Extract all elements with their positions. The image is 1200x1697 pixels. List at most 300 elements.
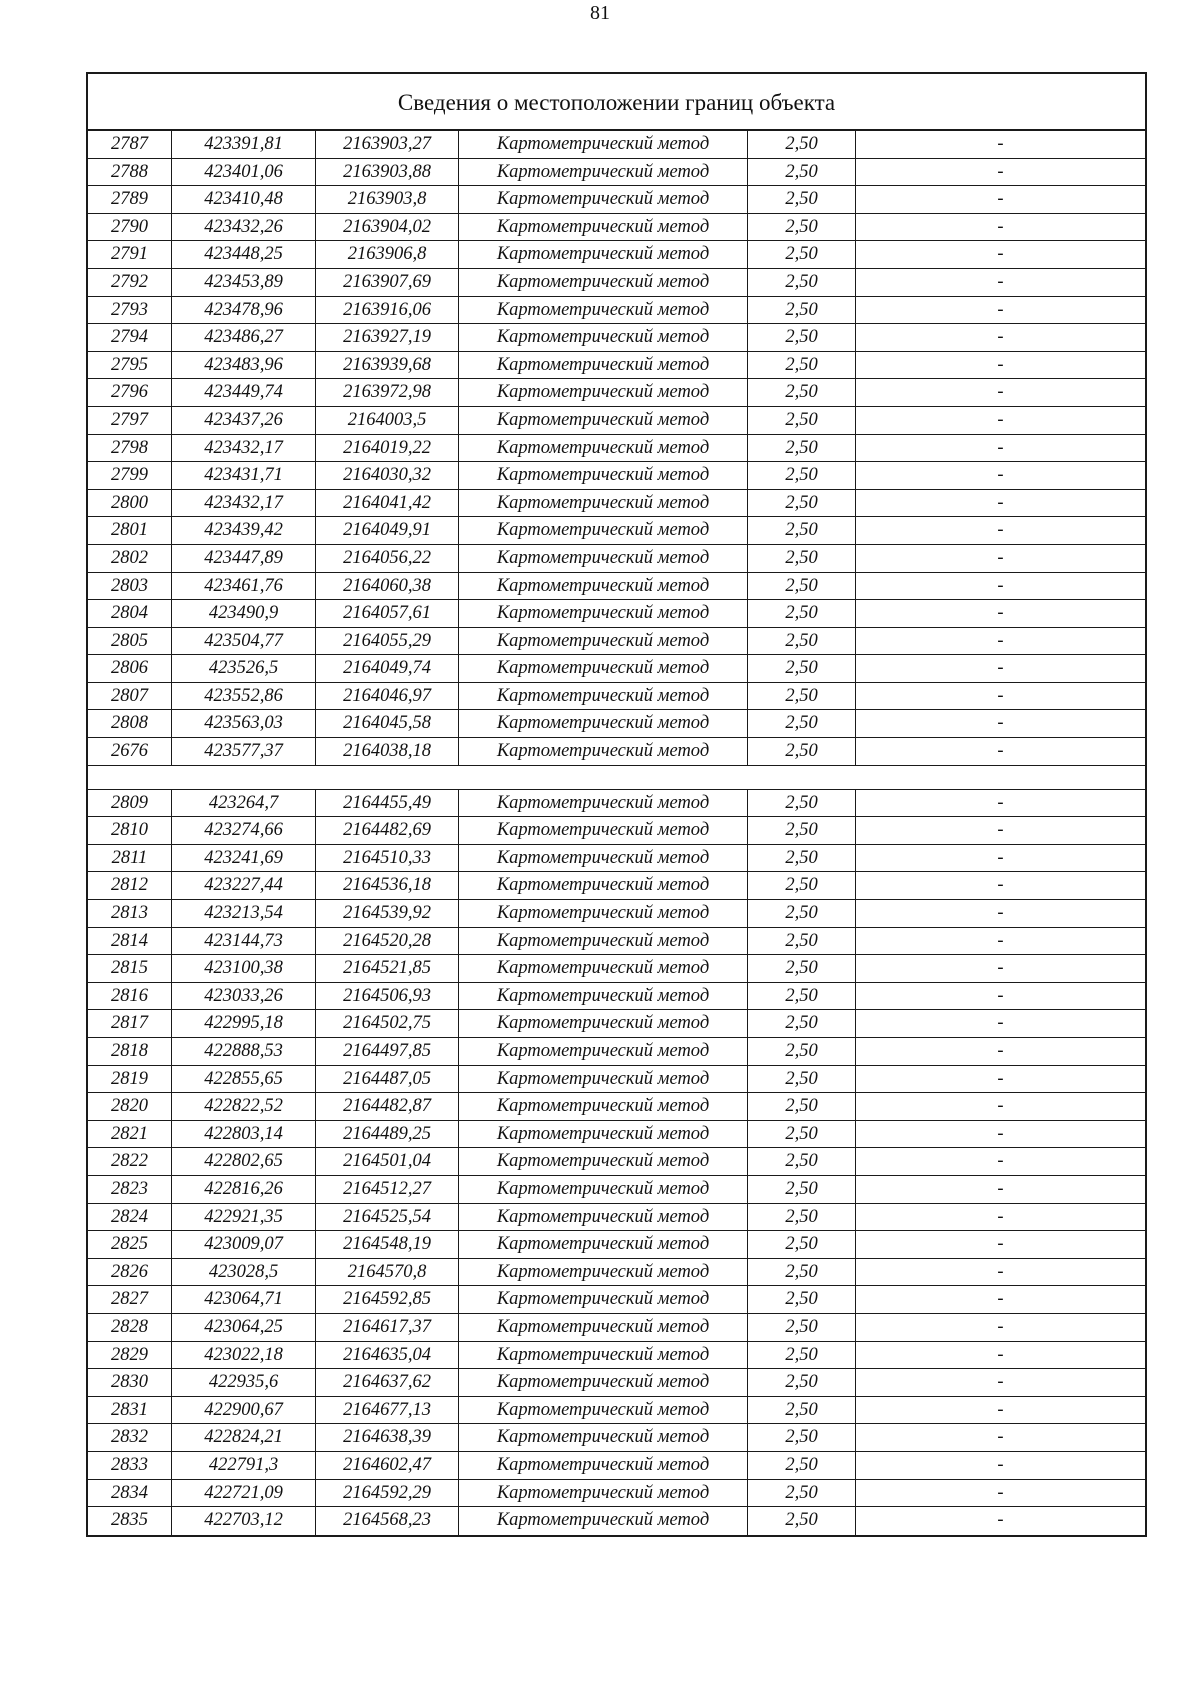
- accuracy-cell: 2,50: [748, 1452, 856, 1479]
- point-number-cell: 2789: [88, 186, 172, 213]
- description-cell: -: [997, 1399, 1004, 1420]
- table-row: [88, 817, 1145, 845]
- description-cell: -: [997, 958, 1004, 979]
- page-number: 81: [590, 2, 610, 24]
- table-row: [88, 1010, 1145, 1038]
- y-coordinate-cell: 2164489,25: [316, 1121, 459, 1148]
- y-coordinate-cell: 2164525,54: [316, 1204, 459, 1231]
- table-row: [88, 407, 1145, 435]
- description-cell: -: [997, 1123, 1004, 1144]
- table-row: [88, 462, 1145, 490]
- y-coordinate-cell: 2164482,87: [316, 1093, 459, 1120]
- description-cell: -: [997, 903, 1004, 924]
- table-row: [88, 955, 1145, 983]
- description-cell: -: [997, 1206, 1004, 1227]
- point-number-cell: 2787: [88, 131, 172, 158]
- table-row: [88, 545, 1145, 573]
- table-row: [88, 1231, 1145, 1259]
- point-number-cell: 2804: [88, 600, 172, 627]
- y-coordinate-cell: 2164045,58: [316, 710, 459, 737]
- method-cell: Картометрический метод: [459, 1010, 748, 1037]
- x-coordinate-cell: 422900,67: [172, 1397, 316, 1424]
- table-row: [88, 435, 1145, 463]
- x-coordinate-cell: 422995,18: [172, 1010, 316, 1037]
- y-coordinate-cell: 2164056,22: [316, 545, 459, 572]
- accuracy-cell: 2,50: [748, 435, 856, 462]
- boundary-table: [86, 72, 1147, 1537]
- accuracy-cell: 2,50: [748, 545, 856, 572]
- method-cell: Картометрический метод: [459, 214, 748, 241]
- description-cell: -: [997, 1454, 1004, 1475]
- table-row: [88, 517, 1145, 545]
- y-coordinate-cell: 2164046,97: [316, 683, 459, 710]
- point-number-cell: 2826: [88, 1259, 172, 1286]
- point-number-cell: 2811: [88, 845, 172, 872]
- accuracy-cell: 2,50: [748, 241, 856, 268]
- point-number-cell: 2797: [88, 407, 172, 434]
- y-coordinate-cell: 2164548,19: [316, 1231, 459, 1258]
- method-cell: Картометрический метод: [459, 955, 748, 982]
- y-coordinate-cell: 2164038,18: [316, 738, 459, 765]
- accuracy-cell: 2,50: [748, 790, 856, 817]
- table-row: [88, 710, 1145, 738]
- table-row: [88, 790, 1145, 818]
- x-coordinate-cell: 422791,3: [172, 1452, 316, 1479]
- method-cell: Картометрический метод: [459, 1480, 748, 1507]
- x-coordinate-cell: 423100,38: [172, 955, 316, 982]
- accuracy-cell: 2,50: [748, 1148, 856, 1175]
- table-row: [88, 983, 1145, 1011]
- description-cell: -: [997, 1427, 1004, 1448]
- description-cell: -: [997, 520, 1004, 541]
- table-row: [88, 928, 1145, 956]
- method-cell: Картометрический метод: [459, 983, 748, 1010]
- x-coordinate-cell: 423486,27: [172, 324, 316, 351]
- description-cell: -: [997, 1041, 1004, 1061]
- y-coordinate-cell: 2163907,69: [316, 269, 459, 296]
- description-cell: -: [997, 1013, 1004, 1034]
- x-coordinate-cell: 423274,66: [172, 817, 316, 844]
- y-coordinate-cell: 2163906,8: [316, 241, 459, 268]
- description-cell: -: [997, 134, 1004, 154]
- point-number-cell: 2817: [88, 1010, 172, 1037]
- point-number-cell: 2828: [88, 1314, 172, 1341]
- method-cell: Картометрический метод: [459, 1121, 748, 1148]
- y-coordinate-cell: 2163916,06: [316, 297, 459, 324]
- method-cell: Картометрический метод: [459, 407, 748, 434]
- method-cell: Картометрический метод: [459, 1397, 748, 1424]
- point-number-cell: 2835: [88, 1507, 172, 1535]
- accuracy-cell: 2,50: [748, 352, 856, 379]
- description-cell: -: [997, 492, 1004, 513]
- x-coordinate-cell: 422802,65: [172, 1148, 316, 1175]
- point-number-cell: 2791: [88, 241, 172, 268]
- x-coordinate-cell: 422855,65: [172, 1066, 316, 1093]
- table-row: [88, 131, 1145, 159]
- y-coordinate-cell: 2164030,32: [316, 462, 459, 489]
- description-cell: -: [997, 1261, 1004, 1282]
- table-row: [88, 1507, 1145, 1535]
- method-cell: Картометрический метод: [459, 1507, 748, 1535]
- table-row: [88, 1424, 1145, 1452]
- x-coordinate-cell: 423401,06: [172, 159, 316, 186]
- method-cell: Картометрический метод: [459, 872, 748, 899]
- method-cell: Картометрический метод: [459, 1424, 748, 1451]
- accuracy-cell: 2,50: [748, 1314, 856, 1341]
- x-coordinate-cell: 423432,17: [172, 490, 316, 517]
- accuracy-cell: 2,50: [748, 1286, 856, 1313]
- description-cell: -: [997, 985, 1004, 1006]
- accuracy-cell: 2,50: [748, 186, 856, 213]
- y-coordinate-cell: 2163939,68: [316, 352, 459, 379]
- y-coordinate-cell: 2163903,88: [316, 159, 459, 186]
- table-row: [88, 379, 1145, 407]
- x-coordinate-cell: 423447,89: [172, 545, 316, 572]
- method-cell: Картометрический метод: [459, 1286, 748, 1313]
- y-coordinate-cell: 2164482,69: [316, 817, 459, 844]
- point-number-cell: 2810: [88, 817, 172, 844]
- y-coordinate-cell: 2164602,47: [316, 1452, 459, 1479]
- x-coordinate-cell: 423264,7: [172, 790, 316, 817]
- y-coordinate-cell: 2164570,8: [316, 1259, 459, 1286]
- accuracy-cell: 2,50: [748, 159, 856, 186]
- method-cell: Картометрический метод: [459, 845, 748, 872]
- table-row: [88, 186, 1145, 214]
- description-cell: -: [997, 875, 1004, 896]
- accuracy-cell: 2,50: [748, 379, 856, 406]
- point-number-cell: 2790: [88, 214, 172, 241]
- description-cell: -: [997, 847, 1004, 868]
- accuracy-cell: 2,50: [748, 628, 856, 655]
- accuracy-cell: 2,50: [748, 983, 856, 1010]
- x-coordinate-cell: 422935,6: [172, 1369, 316, 1396]
- y-coordinate-cell: 2164057,61: [316, 600, 459, 627]
- x-coordinate-cell: 423483,96: [172, 352, 316, 379]
- y-coordinate-cell: 2164510,33: [316, 845, 459, 872]
- table-row: [88, 297, 1145, 325]
- y-coordinate-cell: 2164049,74: [316, 655, 459, 682]
- description-cell: -: [997, 409, 1004, 430]
- accuracy-cell: 2,50: [748, 297, 856, 324]
- point-number-cell: 2825: [88, 1231, 172, 1258]
- y-coordinate-cell: 2164592,29: [316, 1480, 459, 1507]
- x-coordinate-cell: 423432,17: [172, 435, 316, 462]
- x-coordinate-cell: 423009,07: [172, 1231, 316, 1258]
- x-coordinate-cell: 422822,52: [172, 1093, 316, 1120]
- y-coordinate-cell: 2164536,18: [316, 872, 459, 899]
- accuracy-cell: 2,50: [748, 1259, 856, 1286]
- method-cell: Картометрический метод: [459, 517, 748, 544]
- accuracy-cell: 2,50: [748, 573, 856, 600]
- description-cell: -: [997, 465, 1004, 486]
- accuracy-cell: 2,50: [748, 1480, 856, 1507]
- method-cell: Картометрический метод: [459, 600, 748, 627]
- table-row: [88, 900, 1145, 928]
- accuracy-cell: 2,50: [748, 1066, 856, 1093]
- method-cell: Картометрический метод: [459, 1314, 748, 1341]
- point-number-cell: 2676: [88, 738, 172, 765]
- y-coordinate-cell: 2164512,27: [316, 1176, 459, 1203]
- method-cell: Картометрический метод: [459, 683, 748, 710]
- point-number-cell: 2809: [88, 790, 172, 817]
- y-coordinate-cell: 2164487,05: [316, 1066, 459, 1093]
- y-coordinate-cell: 2164049,91: [316, 517, 459, 544]
- description-cell: -: [997, 713, 1004, 734]
- point-number-cell: 2830: [88, 1369, 172, 1396]
- method-cell: Картометрический метод: [459, 1369, 748, 1396]
- method-cell: Картометрический метод: [459, 324, 748, 351]
- y-coordinate-cell: 2164539,92: [316, 900, 459, 927]
- x-coordinate-cell: 423563,03: [172, 710, 316, 737]
- table-row: [88, 1204, 1145, 1232]
- point-number-cell: 2823: [88, 1176, 172, 1203]
- description-cell: -: [997, 437, 1004, 458]
- description-cell: -: [997, 658, 1004, 679]
- accuracy-cell: 2,50: [748, 1507, 856, 1535]
- x-coordinate-cell: 423432,26: [172, 214, 316, 241]
- x-coordinate-cell: 422888,53: [172, 1038, 316, 1065]
- y-coordinate-cell: 2164592,85: [316, 1286, 459, 1313]
- table-row: [88, 214, 1145, 242]
- method-cell: Картометрический метод: [459, 435, 748, 462]
- y-coordinate-cell: 2164055,29: [316, 628, 459, 655]
- table-row: [88, 628, 1145, 656]
- point-number-cell: 2808: [88, 710, 172, 737]
- accuracy-cell: 2,50: [748, 845, 856, 872]
- accuracy-cell: 2,50: [748, 1121, 856, 1148]
- group-separator-row: [88, 766, 1145, 790]
- method-cell: Картометрический метод: [459, 1231, 748, 1258]
- y-coordinate-cell: 2164637,62: [316, 1369, 459, 1396]
- description-cell: -: [997, 244, 1004, 265]
- description-cell: -: [997, 1151, 1004, 1172]
- description-cell: -: [997, 575, 1004, 596]
- method-cell: Картометрический метод: [459, 1342, 748, 1369]
- x-coordinate-cell: 423227,44: [172, 872, 316, 899]
- point-number-cell: 2813: [88, 900, 172, 927]
- description-cell: -: [997, 1372, 1004, 1393]
- x-coordinate-cell: 423449,74: [172, 379, 316, 406]
- description-cell: -: [997, 820, 1004, 841]
- point-number-cell: 2819: [88, 1066, 172, 1093]
- x-coordinate-cell: 423453,89: [172, 269, 316, 296]
- point-number-cell: 2794: [88, 324, 172, 351]
- x-coordinate-cell: 422703,12: [172, 1507, 316, 1535]
- y-coordinate-cell: 2164041,42: [316, 490, 459, 517]
- description-cell: -: [997, 547, 1004, 568]
- description-cell: -: [997, 327, 1004, 348]
- method-cell: Картометрический метод: [459, 817, 748, 844]
- y-coordinate-cell: 2163904,02: [316, 214, 459, 241]
- x-coordinate-cell: 423448,25: [172, 241, 316, 268]
- description-cell: -: [997, 382, 1004, 403]
- point-number-cell: 2824: [88, 1204, 172, 1231]
- accuracy-cell: 2,50: [748, 1093, 856, 1120]
- method-cell: Картометрический метод: [459, 186, 748, 213]
- point-number-cell: 2834: [88, 1480, 172, 1507]
- method-cell: Картометрический метод: [459, 462, 748, 489]
- y-coordinate-cell: 2164520,28: [316, 928, 459, 955]
- description-cell: -: [997, 1510, 1004, 1531]
- method-cell: Картометрический метод: [459, 297, 748, 324]
- method-cell: Картометрический метод: [459, 900, 748, 927]
- point-number-cell: 2814: [88, 928, 172, 955]
- x-coordinate-cell: 423526,5: [172, 655, 316, 682]
- accuracy-cell: 2,50: [748, 738, 856, 765]
- point-number-cell: 2812: [88, 872, 172, 899]
- description-cell: -: [997, 1096, 1004, 1117]
- point-number-cell: 2821: [88, 1121, 172, 1148]
- y-coordinate-cell: 2164497,85: [316, 1038, 459, 1065]
- x-coordinate-cell: 423504,77: [172, 628, 316, 655]
- method-cell: Картометрический метод: [459, 1204, 748, 1231]
- description-cell: -: [997, 271, 1004, 292]
- point-number-cell: 2831: [88, 1397, 172, 1424]
- point-number-cell: 2800: [88, 490, 172, 517]
- table-row: [88, 1452, 1145, 1480]
- description-cell: -: [997, 930, 1004, 951]
- table-row: [88, 241, 1145, 269]
- accuracy-cell: 2,50: [748, 214, 856, 241]
- y-coordinate-cell: 2164617,37: [316, 1314, 459, 1341]
- point-number-cell: 2799: [88, 462, 172, 489]
- accuracy-cell: 2,50: [748, 1204, 856, 1231]
- description-cell: -: [997, 685, 1004, 706]
- x-coordinate-cell: 423391,81: [172, 131, 316, 158]
- accuracy-cell: 2,50: [748, 600, 856, 627]
- accuracy-cell: 2,50: [748, 1424, 856, 1451]
- accuracy-cell: 2,50: [748, 683, 856, 710]
- x-coordinate-cell: 423490,9: [172, 600, 316, 627]
- table-row: [88, 1342, 1145, 1370]
- y-coordinate-cell: 2164506,93: [316, 983, 459, 1010]
- table-row: [88, 573, 1145, 601]
- x-coordinate-cell: 423577,37: [172, 738, 316, 765]
- y-coordinate-cell: 2163903,8: [316, 186, 459, 213]
- y-coordinate-cell: 2164638,39: [316, 1424, 459, 1451]
- point-number-cell: 2803: [88, 573, 172, 600]
- description-cell: -: [997, 1316, 1004, 1337]
- y-coordinate-cell: 2164677,13: [316, 1397, 459, 1424]
- x-coordinate-cell: 423022,18: [172, 1342, 316, 1369]
- method-cell: Картометрический метод: [459, 1148, 748, 1175]
- description-cell: -: [997, 299, 1004, 320]
- method-cell: Картометрический метод: [459, 1093, 748, 1120]
- method-cell: Картометрический метод: [459, 379, 748, 406]
- x-coordinate-cell: 423439,42: [172, 517, 316, 544]
- table-row: [88, 1397, 1145, 1425]
- description-cell: -: [997, 741, 1004, 762]
- point-number-cell: 2796: [88, 379, 172, 406]
- table-row: [88, 1038, 1145, 1066]
- table-row: [88, 159, 1145, 187]
- description-cell: -: [997, 216, 1004, 237]
- x-coordinate-cell: 423461,76: [172, 573, 316, 600]
- description-cell: -: [997, 1482, 1004, 1503]
- y-coordinate-cell: 2164521,85: [316, 955, 459, 982]
- point-number-cell: 2832: [88, 1424, 172, 1451]
- table-row: [88, 1286, 1145, 1314]
- table-row: [88, 269, 1145, 297]
- point-number-cell: 2788: [88, 159, 172, 186]
- table-row: [88, 1121, 1145, 1149]
- y-coordinate-cell: 2164455,49: [316, 790, 459, 817]
- point-number-cell: 2801: [88, 517, 172, 544]
- y-coordinate-cell: 2163903,27: [316, 131, 459, 158]
- point-number-cell: 2807: [88, 683, 172, 710]
- description-cell: -: [997, 1178, 1004, 1199]
- accuracy-cell: 2,50: [748, 1176, 856, 1203]
- accuracy-cell: 2,50: [748, 517, 856, 544]
- method-cell: Картометрический метод: [459, 628, 748, 655]
- y-coordinate-cell: 2164501,04: [316, 1148, 459, 1175]
- description-cell: -: [997, 1068, 1004, 1089]
- table-row: [88, 1259, 1145, 1287]
- point-number-cell: 2815: [88, 955, 172, 982]
- table-title: Сведения о местоположении границ объекта: [88, 74, 1145, 131]
- table-row: [88, 600, 1145, 628]
- point-number-cell: 2806: [88, 655, 172, 682]
- y-coordinate-cell: 2163972,98: [316, 379, 459, 406]
- x-coordinate-cell: 423033,26: [172, 983, 316, 1010]
- table-row: [88, 352, 1145, 380]
- method-cell: Картометрический метод: [459, 1038, 748, 1065]
- x-coordinate-cell: 423028,5: [172, 1259, 316, 1286]
- point-number-cell: 2795: [88, 352, 172, 379]
- point-number-cell: 2792: [88, 269, 172, 296]
- point-number-cell: 2829: [88, 1342, 172, 1369]
- method-cell: Картометрический метод: [459, 159, 748, 186]
- description-cell: -: [997, 354, 1004, 375]
- x-coordinate-cell: 423431,71: [172, 462, 316, 489]
- method-cell: Картометрический метод: [459, 352, 748, 379]
- point-number-cell: 2793: [88, 297, 172, 324]
- point-number-cell: 2818: [88, 1038, 172, 1065]
- method-cell: Картометрический метод: [459, 655, 748, 682]
- method-cell: Картометрический метод: [459, 738, 748, 765]
- table-row: [88, 1369, 1145, 1397]
- accuracy-cell: 2,50: [748, 955, 856, 982]
- table-row: [88, 1066, 1145, 1094]
- table-row: [88, 1314, 1145, 1342]
- accuracy-cell: 2,50: [748, 407, 856, 434]
- accuracy-cell: 2,50: [748, 1231, 856, 1258]
- point-number-cell: 2833: [88, 1452, 172, 1479]
- table-row: [88, 845, 1145, 873]
- table-row: [88, 324, 1145, 352]
- accuracy-cell: 2,50: [748, 817, 856, 844]
- x-coordinate-cell: 423241,69: [172, 845, 316, 872]
- method-cell: Картометрический метод: [459, 573, 748, 600]
- method-cell: Картометрический метод: [459, 131, 748, 158]
- accuracy-cell: 2,50: [748, 1369, 856, 1396]
- table-row: [88, 1480, 1145, 1508]
- point-number-cell: 2816: [88, 983, 172, 1010]
- y-coordinate-cell: 2164502,75: [316, 1010, 459, 1037]
- method-cell: Картометрический метод: [459, 790, 748, 817]
- x-coordinate-cell: 422803,14: [172, 1121, 316, 1148]
- y-coordinate-cell: 2164635,04: [316, 1342, 459, 1369]
- method-cell: Картометрический метод: [459, 928, 748, 955]
- y-coordinate-cell: 2164003,5: [316, 407, 459, 434]
- description-cell: -: [997, 1234, 1004, 1255]
- accuracy-cell: 2,50: [748, 269, 856, 296]
- table-row: [88, 872, 1145, 900]
- accuracy-cell: 2,50: [748, 655, 856, 682]
- accuracy-cell: 2,50: [748, 1010, 856, 1037]
- method-cell: Картометрический метод: [459, 1176, 748, 1203]
- table-row: [88, 1093, 1145, 1121]
